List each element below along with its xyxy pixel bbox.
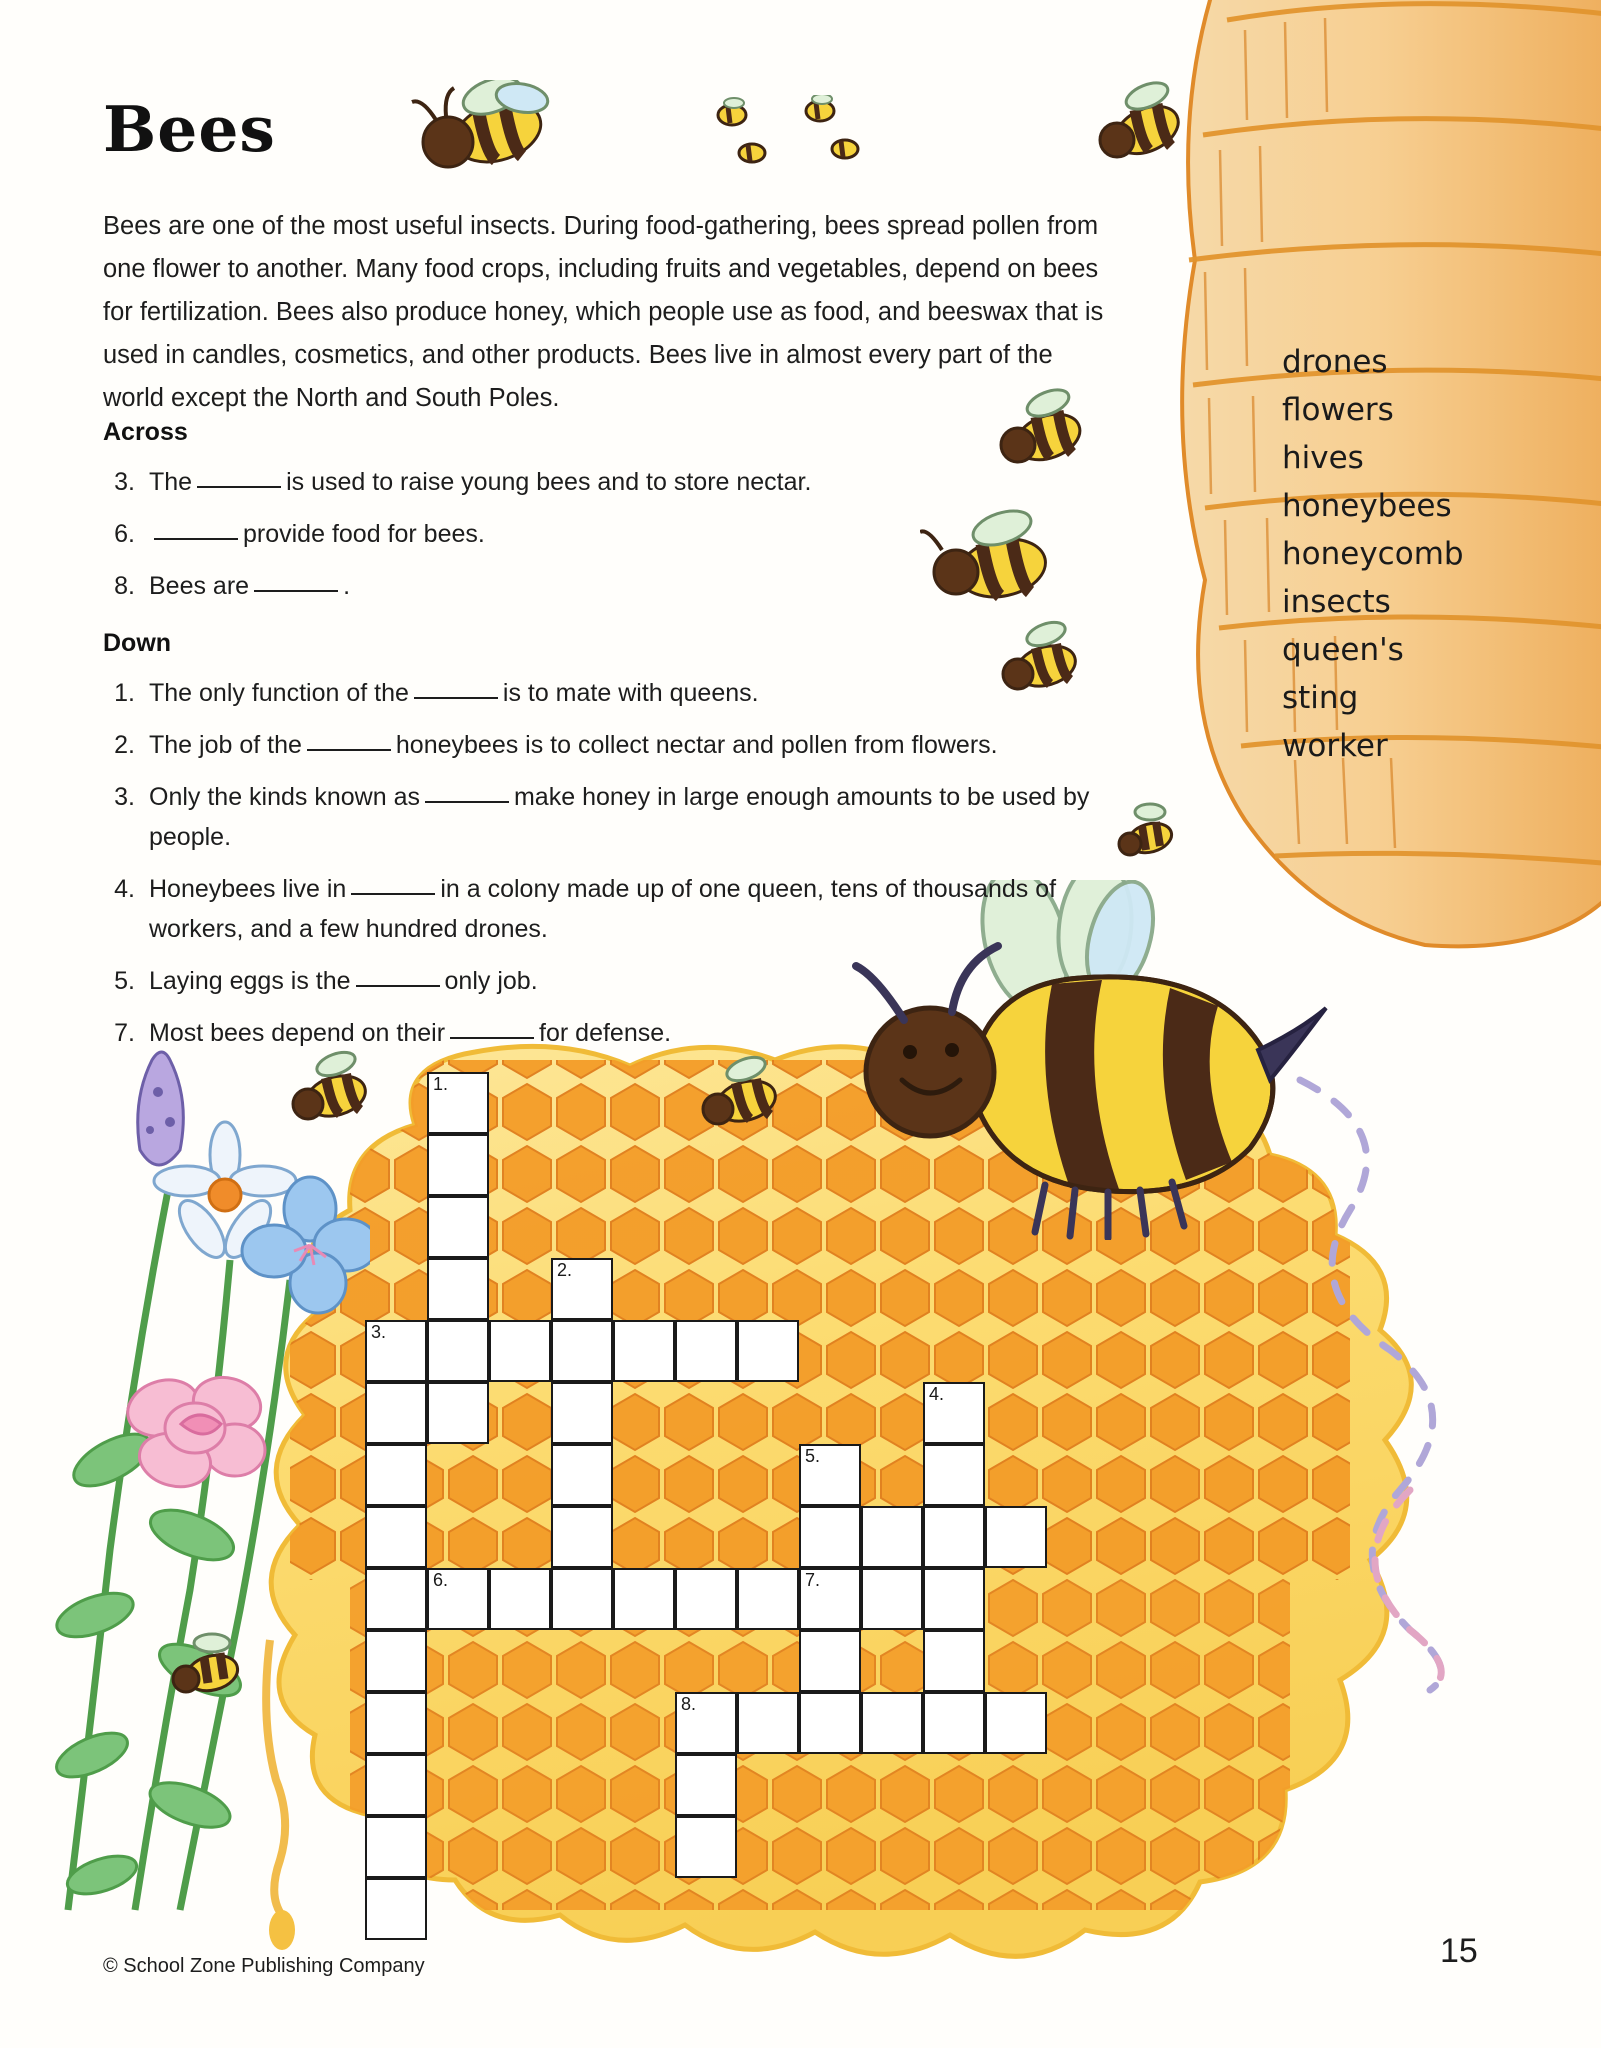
clue-number: 4.	[114, 875, 135, 903]
clue-text-before: Most bees depend on their	[149, 1019, 446, 1047]
crossword-cell[interactable]	[737, 1692, 799, 1754]
clue-text-after: in a colony made up of one queen, tens of thousands of workers, and a few hundred drones.	[149, 875, 1057, 943]
word-bank-item: flowers	[1282, 392, 1394, 428]
crossword-cell[interactable]	[799, 1506, 861, 1568]
word-bank-item: queen's	[1282, 632, 1404, 668]
crossword-cell-number: 5.	[805, 1446, 821, 1466]
crossword-cell[interactable]	[365, 1320, 427, 1382]
clue-number: 3.	[114, 468, 135, 496]
clue-text-before: The job of the	[149, 731, 302, 759]
clue-text-before: The only function of the	[149, 679, 409, 707]
clue-number: 5.	[114, 967, 135, 995]
crossword-cell[interactable]	[861, 1692, 923, 1754]
crossword-cell[interactable]	[923, 1692, 985, 1754]
crossword-cell[interactable]	[799, 1692, 861, 1754]
clue-text-before: The	[149, 468, 193, 496]
crossword-cell-number: 7.	[805, 1570, 821, 1590]
clue-text-after: is to mate with queens.	[502, 679, 759, 707]
clue-text-before: Laying eggs is the	[149, 967, 351, 995]
clue-number: 7.	[114, 1019, 135, 1047]
crossword-cell-number: 2.	[557, 1260, 573, 1280]
crossword-cell[interactable]	[427, 1258, 489, 1320]
crossword-cell[interactable]	[365, 1754, 427, 1816]
crossword-cell[interactable]	[427, 1382, 489, 1444]
crossword-cell[interactable]	[365, 1692, 427, 1754]
word-bank-item: sting	[1282, 680, 1359, 716]
word-bank-item: insects	[1282, 584, 1391, 620]
crossword-cell[interactable]	[551, 1506, 613, 1568]
crossword-cell[interactable]	[613, 1320, 675, 1382]
crossword-cell[interactable]	[551, 1382, 613, 1444]
clue-text-after: provide food for bees.	[243, 520, 485, 548]
crossword-cell[interactable]	[365, 1630, 427, 1692]
word-bank-item: honeycomb	[1282, 536, 1464, 572]
page-number: 15	[1440, 1932, 1478, 1970]
crossword-cell[interactable]	[675, 1568, 737, 1630]
crossword-cell[interactable]	[365, 1444, 427, 1506]
crossword-cell[interactable]	[985, 1506, 1047, 1568]
clue-number: 2.	[114, 731, 135, 759]
crossword-cell[interactable]	[923, 1568, 985, 1630]
crossword-cell[interactable]	[427, 1320, 489, 1382]
crossword-cell-number: 4.	[929, 1384, 945, 1404]
clue-text-after: make honey in large enough amounts to be used by people.	[149, 783, 1090, 851]
crossword-cell[interactable]	[365, 1382, 427, 1444]
crossword-cell[interactable]	[737, 1320, 799, 1382]
copyright-notice: © School Zone Publishing Company	[103, 1955, 425, 1977]
clue-text-after: is used to raise young bees and to store nectar.	[286, 468, 812, 496]
crossword-cell[interactable]	[737, 1568, 799, 1630]
crossword-cell[interactable]	[675, 1692, 737, 1754]
crossword-cell[interactable]	[675, 1320, 737, 1382]
down-heading: Down	[103, 629, 172, 657]
crossword-cell[interactable]	[861, 1506, 923, 1568]
crossword-cell[interactable]	[365, 1506, 427, 1568]
crossword-cell[interactable]	[365, 1568, 427, 1630]
clue-text-after: .	[343, 572, 351, 600]
word-bank-item: honeybees	[1282, 488, 1452, 524]
clue-number: 8.	[114, 572, 135, 600]
clue-number: 6.	[114, 520, 135, 548]
crossword-cell[interactable]	[551, 1320, 613, 1382]
page-title: Bees	[103, 92, 276, 166]
crossword-cell[interactable]	[675, 1754, 737, 1816]
crossword-cell[interactable]	[985, 1692, 1047, 1754]
clue-text-after: only job.	[444, 967, 538, 995]
crossword-cell[interactable]	[551, 1568, 613, 1630]
crossword-cell[interactable]	[799, 1444, 861, 1506]
word-bank-item: drones	[1282, 344, 1388, 380]
crossword-cell-number: 3.	[371, 1322, 387, 1342]
clue-number: 3.	[114, 783, 135, 811]
crossword-cell[interactable]	[675, 1816, 737, 1878]
crossword-cell[interactable]	[551, 1444, 613, 1506]
crossword-cell[interactable]	[861, 1568, 923, 1630]
clue-text-before: Honeybees live in	[149, 875, 347, 903]
crossword-cell-number: 1.	[433, 1074, 449, 1094]
crossword-cell[interactable]	[551, 1258, 613, 1320]
crossword-cell-number: 6.	[433, 1570, 449, 1590]
crossword-cell[interactable]	[489, 1568, 551, 1630]
crossword-cell[interactable]	[923, 1506, 985, 1568]
clue-number: 1.	[114, 679, 135, 707]
clue-text-before: Bees are	[149, 572, 250, 600]
crossword-cell[interactable]	[365, 1816, 427, 1878]
across-heading: Across	[103, 418, 188, 446]
crossword-cell[interactable]	[799, 1630, 861, 1692]
crossword-cell[interactable]	[799, 1568, 861, 1630]
crossword-cell[interactable]	[923, 1382, 985, 1444]
crossword-cell[interactable]	[427, 1568, 489, 1630]
crossword-cell[interactable]	[613, 1568, 675, 1630]
clue-text-after: for defense.	[539, 1019, 672, 1047]
crossword-cell[interactable]	[365, 1878, 427, 1940]
crossword-cell[interactable]	[923, 1444, 985, 1506]
intro-paragraph: Bees are one of the most useful insects. During food-gathering, bees spread pollen from one flower to another. Many food crops, including fruits and vegetables, depend on bees for fertilization. Bees also produce honey, which people use as food, and beeswax that is used in candles, cosmetics, and other products. Bees live in almost every part of the world except the North and South Poles.	[103, 212, 1104, 412]
crossword-cell-number: 8.	[681, 1694, 697, 1714]
clue-text-after: honeybees is to collect nectar and pollen from flowers.	[395, 731, 998, 759]
crossword-cell[interactable]	[427, 1072, 489, 1134]
word-bank-item: hives	[1282, 440, 1364, 476]
crossword-cell[interactable]	[489, 1320, 551, 1382]
crossword-cell[interactable]	[427, 1196, 489, 1258]
clue-text-before: Only the kinds known as	[149, 783, 420, 811]
crossword-cell[interactable]	[923, 1630, 985, 1692]
crossword-cell[interactable]	[427, 1134, 489, 1196]
word-bank-item: worker	[1282, 728, 1388, 764]
